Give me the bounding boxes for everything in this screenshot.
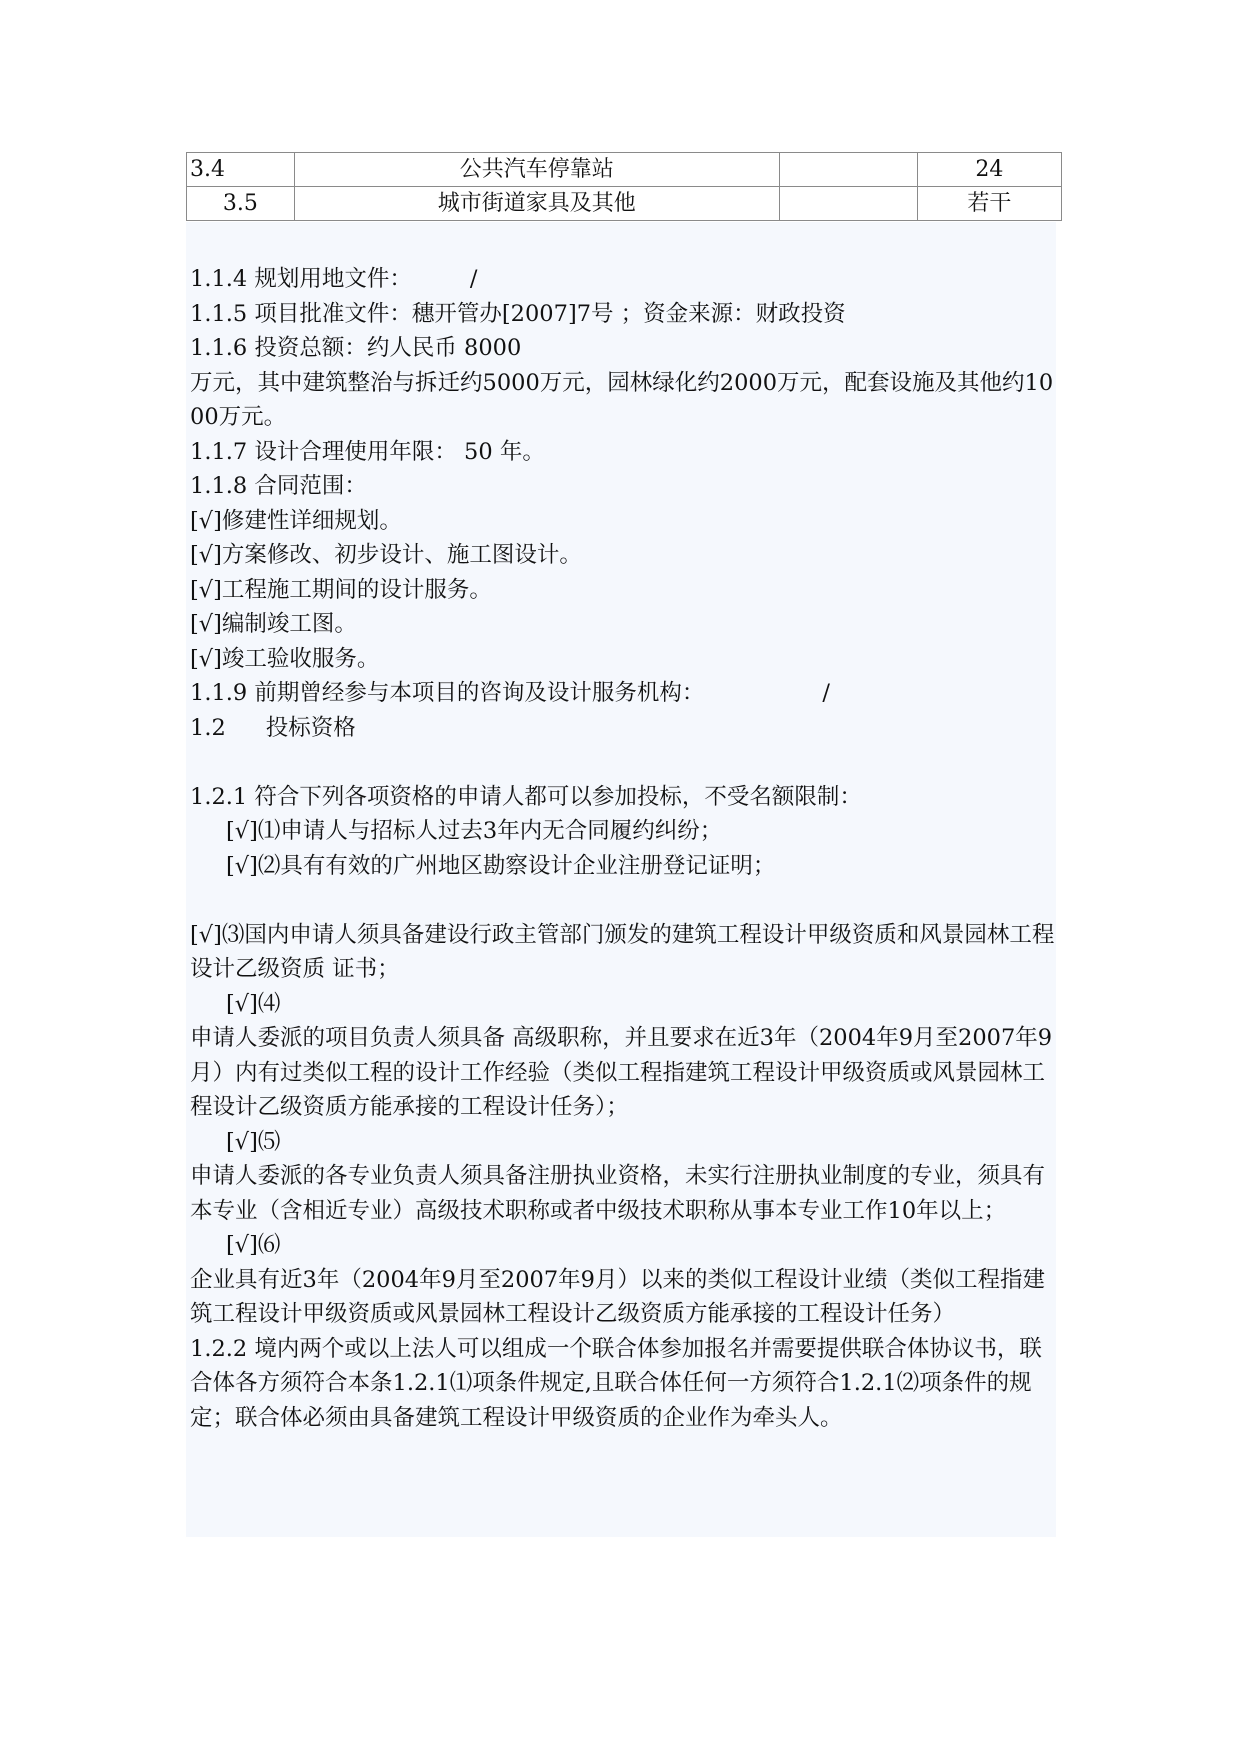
qualification-item-1: [√]⑴申请人与招标人过去3年内无合同履约纠纷； [226,818,723,844]
item-blank [779,153,917,187]
scope-item: [√]方案修改、初步设计、施工图设计。 [190,542,582,568]
section-1-1-8: 1.1.8 合同范围： [190,473,367,499]
scope-item: [√]编制竣工图。 [190,611,357,637]
qualification-mark-4: [√]⑷ [226,990,281,1017]
table-row [187,187,1062,221]
section-1-1-6: 1.1.6 投资总额：约人民币 8000 [190,335,522,361]
section-value: / [822,680,830,706]
item-number: 3.5 [187,187,295,221]
document-body [190,262,1058,1435]
qualification-item-3: [√]⑶国内申请人须具备建设行政主管部门颁发的建筑工程设计甲级资质和风景园林工程设计乙级资质 证书； [190,921,1055,982]
qualification-item-4: 申请人委派的项目负责人须具备 高级职称，并且要求在近3年（2004年9月至2007年9月）内有过类似工程的设计工作经验（类似工程指建筑工程设计甲级资质或风景园林工程设计乙级资质方能承接的工程设计任务）； [190,1025,1053,1120]
item-name: 城市街道家具及其他 [294,187,779,221]
item-name: 公共汽车停靠站 [294,153,779,187]
item-blank [779,187,917,221]
qualification-item-2: [√]⑵具有有效的广州地区勘察设计企业注册登记证明； [226,852,776,879]
qualification-mark-6: [√]⑹ [226,1232,281,1258]
table-row [187,153,1062,187]
qualification-item-6: 企业具有近3年（2004年9月至2007年9月）以来的类似工程设计业绩（类似工程指建筑工程设计甲级资质或风景园林工程设计乙级资质方能承接的工程设计任务） [190,1266,1045,1327]
section-1-1-6-detail: 万元，其中建筑整治与拆迁约5000万元，园林绿化约2000万元，配套设施及其他约1000万元。 [190,369,1054,430]
facility-table [186,152,1062,221]
section-1-1-5: 1.1.5 项目批准文件：穗开管办[2007]7号 ；资金来源：财政投资 [190,300,846,327]
section-value: / [469,266,478,292]
item-number: 3.4 [187,153,295,187]
section-number: 1.2 [190,714,226,741]
scope-item: [√]工程施工期间的设计服务。 [190,576,492,603]
section-title: 投标资格 [265,714,356,741]
scope-item: [√]修建性详细规划。 [190,507,402,534]
section-1-1-4 [190,262,1058,297]
qualification-mark-5: [√]⑸ [226,1128,281,1155]
section-1-1-9 [190,676,1058,711]
section-1-2-1: 1.2.1 符合下列各项资格的申请人都可以参加投标，不受名额限制： [190,783,862,810]
item-quantity: 24 [917,153,1061,187]
section-label: 1.1.9 前期曾经参与本项目的咨询及设计服务机构： [190,680,705,706]
scope-item: [√]竣工验收服务。 [190,645,380,672]
section-1-2-2: 1.2.2 境内两个或以上法人可以组成一个联合体参加报名并需要提供联合体协议书，联合体各方须符合本条1.2.1⑴项条件规定,且联合体任何一方须符合1.2.1⑵项条件的规定；联合体必须由具备建筑工程设计甲级资质的企业作为牵头人。 [190,1335,1042,1431]
section-1-1-7: 1.1.7 设计合理使用年限： 50 年。 [190,438,545,465]
section-1-2-heading [190,711,1058,746]
section-label: 1.1.4 规划用地文件： [190,266,412,292]
qualification-item-5: 申请人委派的各专业负责人须具备注册执业资格，未实行注册执业制度的专业，须具有本专业（含相近专业）高级技术职称或者中级技术职称从事本专业工作10年以上； [190,1163,1046,1224]
item-quantity: 若干 [917,187,1061,221]
